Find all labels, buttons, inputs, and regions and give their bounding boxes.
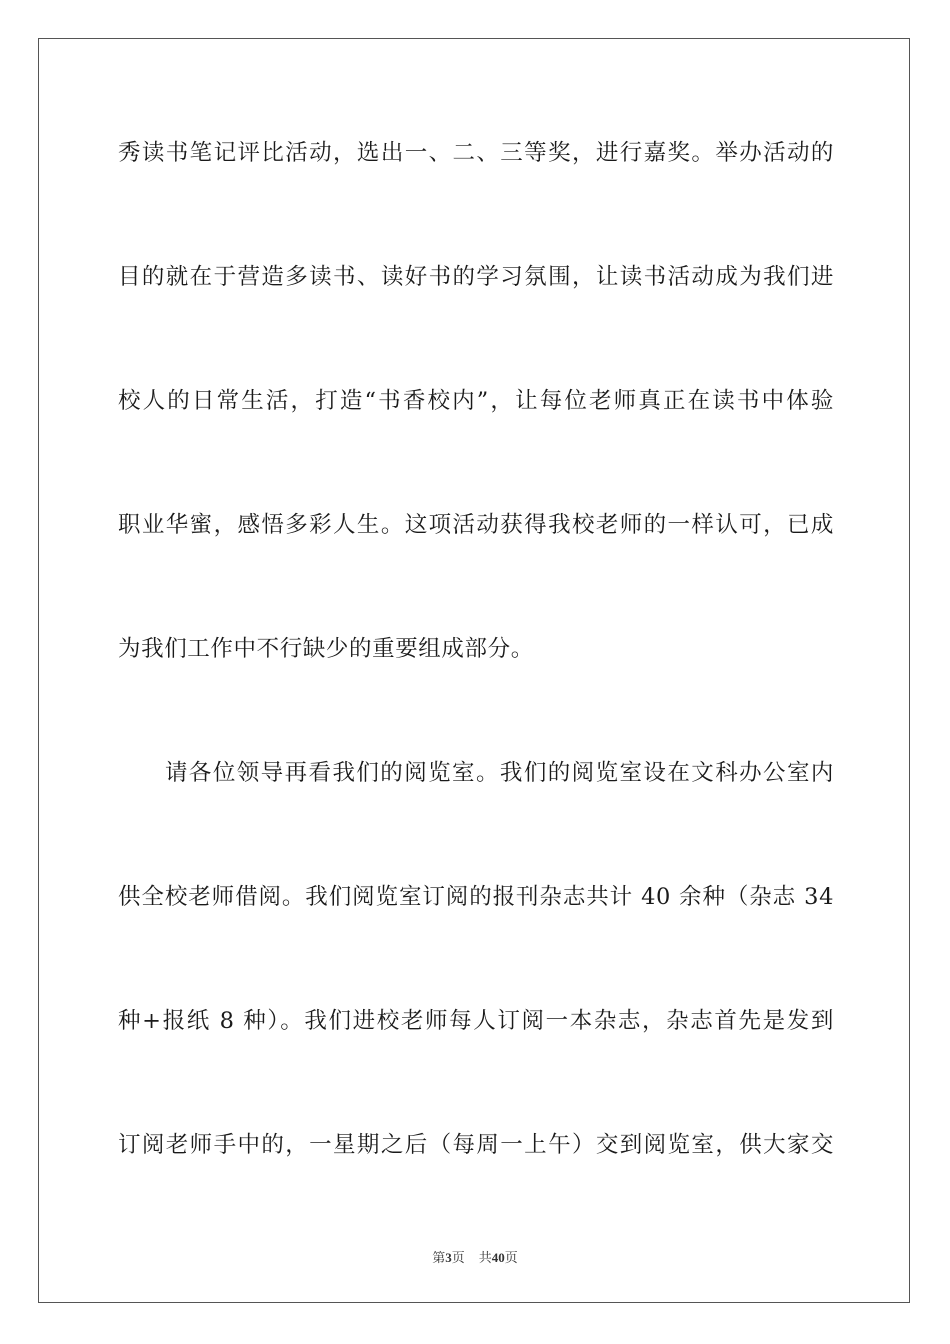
- page-prefix: 第: [432, 1250, 446, 1265]
- paragraph-line: 秀读书笔记评比活动，选出一、二、三等奖，进行嘉奖。举办活动的: [118, 140, 834, 166]
- page-suffix: 页: [451, 1250, 465, 1265]
- paragraph-line: 种+报纸 8 种）。我们进校老师每人订阅一本杂志，杂志首先是发到: [118, 1008, 834, 1034]
- paragraph-line: 供全校老师借阅。我们阅览室订阅的报刊杂志共计 40 余种（杂志 34: [118, 884, 834, 910]
- page-border: [38, 38, 910, 1303]
- paragraph-line: 订阅老师手中的，一星期之后（每周一上午）交到阅览室，供大家交: [118, 1132, 834, 1158]
- total-suffix: 页: [504, 1250, 518, 1265]
- paragraph-line: 职业华蜜，感悟多彩人生。这项活动获得我校老师的一样认可，已成: [118, 512, 834, 538]
- page-footer: [0, 1247, 950, 1266]
- page-number: 3: [445, 1250, 452, 1265]
- paragraph-line: 目的就在于营造多读书、读好书的学习氛围，让读书活动成为我们进: [118, 264, 834, 290]
- total-pages: 40: [491, 1250, 505, 1265]
- total-prefix: 共: [478, 1250, 492, 1265]
- paragraph-line: 校人的日常生活，打造“书香校内”，让每位老师真正在读书中体验: [118, 388, 834, 414]
- paragraph-first-line: 请各位领导再看我们的阅览室。我们的阅览室设在文科办公室内: [165, 760, 834, 786]
- paragraph-line: 为我们工作中不行缺少的重要组成部分。: [118, 636, 534, 662]
